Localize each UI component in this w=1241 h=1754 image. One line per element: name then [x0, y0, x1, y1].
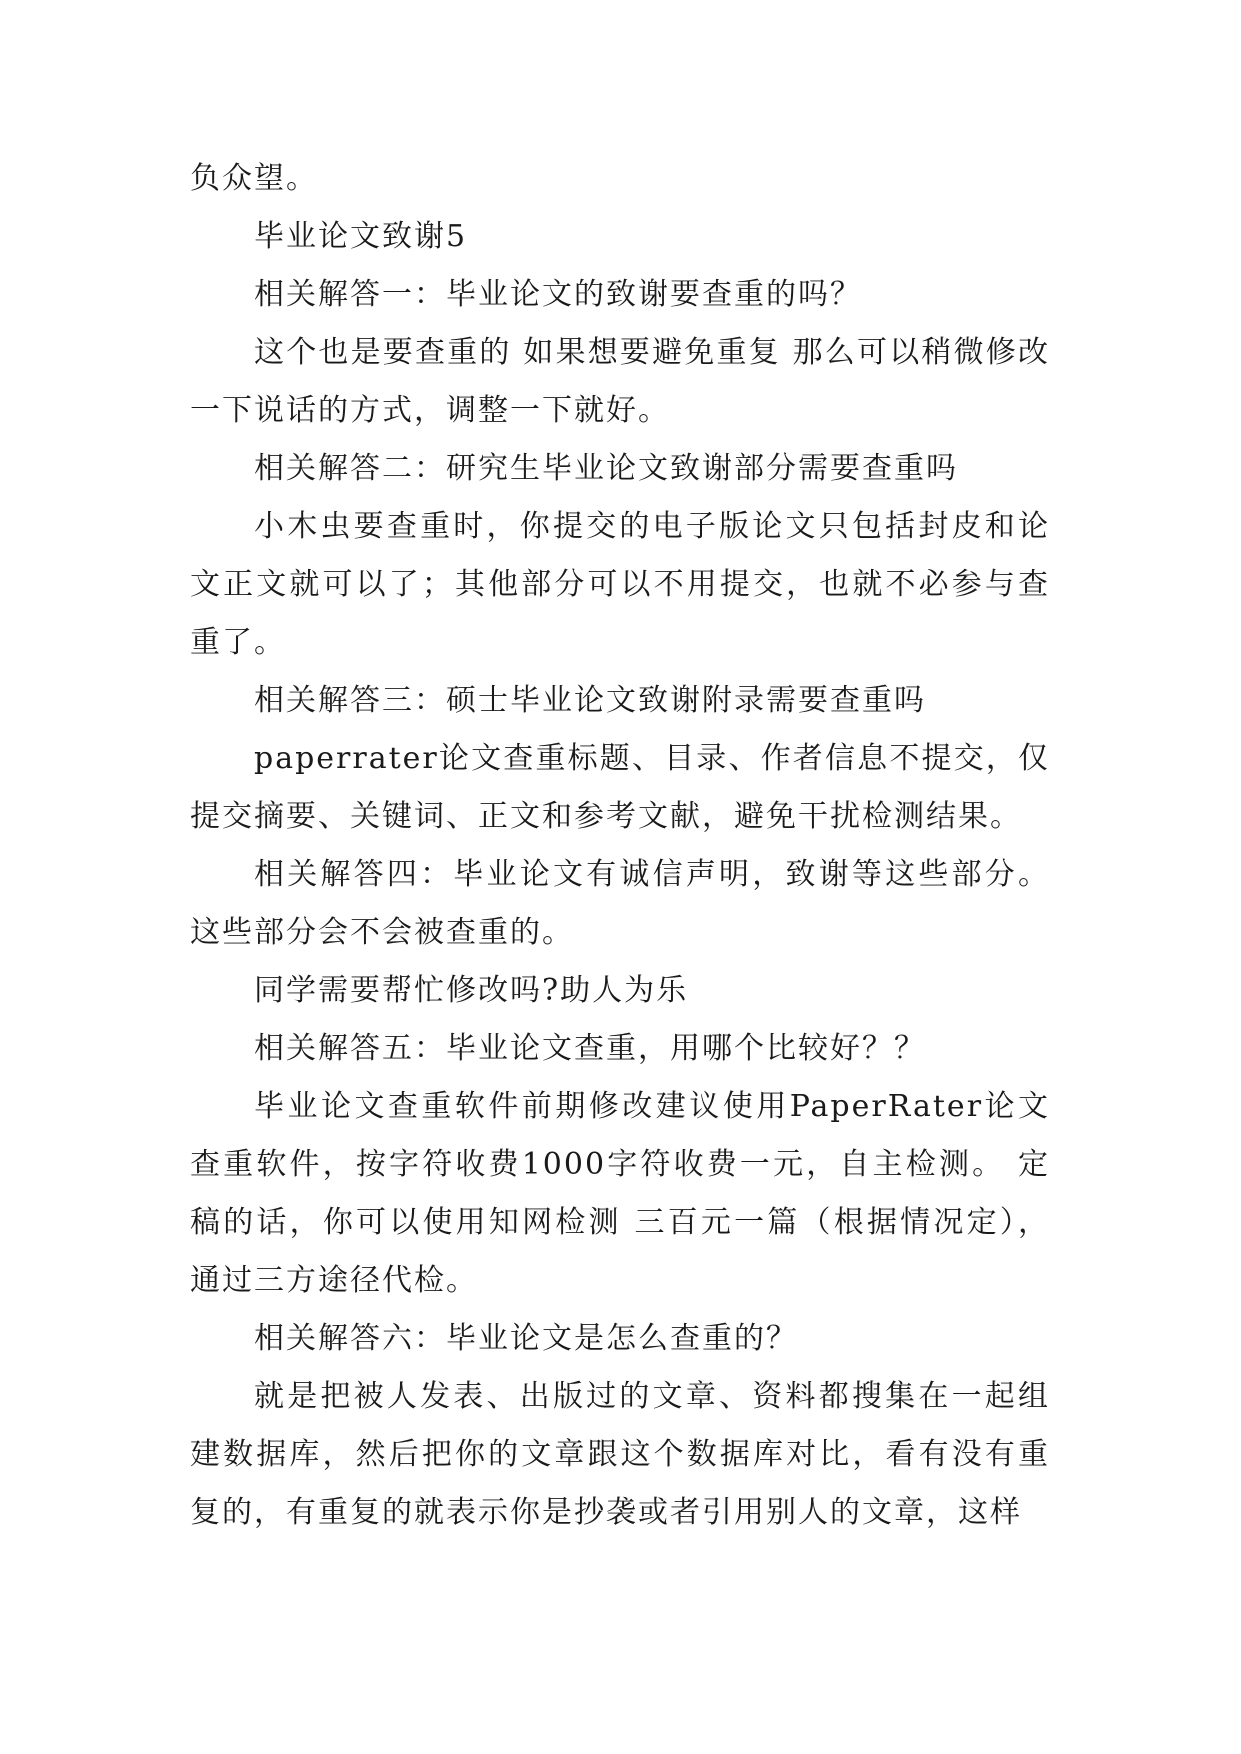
answer-5: 毕业论文查重软件前期修改建议使用PaperRater论文查重软件，按字符收费1000字符收费一元，自主检测。 定稿的话，你可以使用知网检测 三百元一篇（根据情况定），通过三方途径代检。	[190, 1089, 1050, 1298]
question-2: 相关解答二：研究生毕业论文致谢部分需要查重吗	[254, 451, 958, 486]
answer-6: 就是把被人发表、出版过的文章、资料都搜集在一起组建数据库，然后把你的文章跟这个数据库对比，看有没有重复的，有重复的就表示你是抄袭或者引用别人的文章，这样	[190, 1379, 1050, 1530]
answer-1: 这个也是要查重的 如果想要避免重复 那么可以稍微修改一下说话的方式，调整一下就好。	[190, 335, 1050, 428]
question-4: 相关解答四：毕业论文有诚信声明，致谢等这些部分。这些部分会不会被查重的。	[190, 857, 1050, 950]
question-1: 相关解答一：毕业论文的致谢要查重的吗？	[254, 277, 862, 312]
question-6: 相关解答六：毕业论文是怎么查重的？	[254, 1321, 798, 1356]
paragraph-continuation: 负众望。	[190, 161, 318, 196]
question-5: 相关解答五：毕业论文查重，用哪个比较好？？	[254, 1031, 926, 1066]
answer-4: 同学需要帮忙修改吗?助人为乐	[254, 973, 689, 1008]
answer-2: 小木虫要查重时，你提交的电子版论文只包括封皮和论文正文就可以了；其他部分可以不用提交，也就不必参与查重了。	[190, 509, 1050, 660]
section-heading: 毕业论文致谢5	[254, 219, 468, 254]
answer-3: paperrater论文查重标题、目录、作者信息不提交，仅提交摘要、关键词、正文和参考文献，避免干扰检测结果。	[190, 741, 1050, 834]
document-body	[190, 150, 1050, 1542]
question-3: 相关解答三：硕士毕业论文致谢附录需要查重吗	[254, 683, 926, 718]
